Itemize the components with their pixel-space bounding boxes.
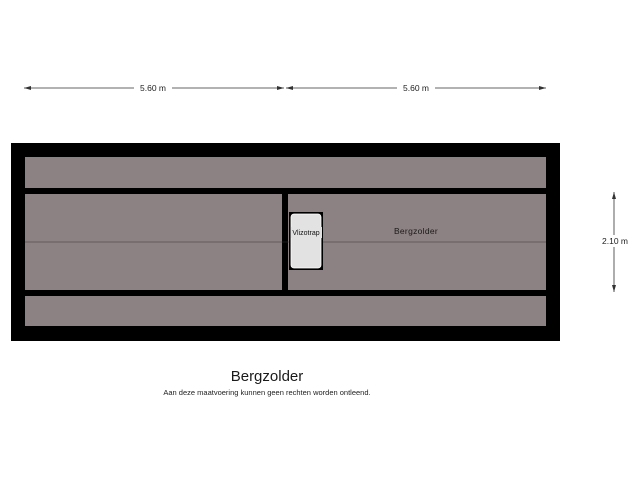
measurement-disclaimer: Aan deze maatvoering kunnen geen rechten worden ontleend. [163,388,371,397]
arrowhead-icon [612,192,616,199]
hatch-label: Vlizotrap [292,230,320,237]
floor-strip-bottom [25,296,546,326]
hatch-panel [291,214,321,268]
dimension-label-width-right: 5.60 m [403,83,429,93]
floor-strip-top [25,157,546,188]
arrowhead-icon [277,86,284,90]
attic-hatch [289,212,323,270]
arrowhead-icon [539,86,546,90]
arrowhead-icon [612,285,616,292]
arrowhead-icon [286,86,293,90]
floorplan-title: Bergzolder [230,368,304,385]
dimension-label-height: 2.10 m [602,236,628,246]
dimension-top-right [286,82,546,94]
dimension-right-height [598,192,632,292]
arrowhead-icon [24,86,31,90]
dimension-top-left [24,82,284,94]
dimension-label-width-left: 5.60 m [140,83,166,93]
room-label-attic: Bergzolder [393,226,439,236]
